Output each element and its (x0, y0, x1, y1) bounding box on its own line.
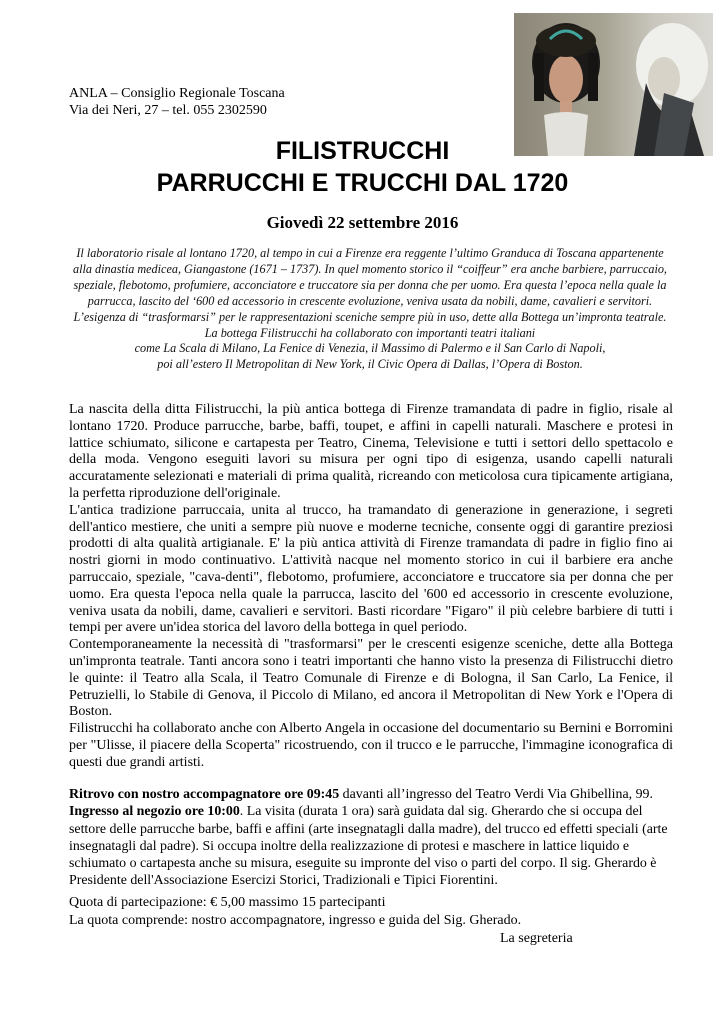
entry-info (69, 803, 673, 889)
organization-header (69, 85, 285, 119)
fee-info (69, 894, 673, 929)
entry-time: Ingresso al negozio ore 10:00 (69, 804, 240, 820)
entry-description: . La visita (durata 1 ora) sarà guidata dal sig. Gherardo che si occupa del settore delle parrucche barbe, baffi e affini (arte insegnatagli dalla madre), del trucco ed effetti speciali (arte insegnatagli dal padre). Si occupa inoltre della realizzazione di protesi e maschere in lattice liquido e schiumato o cartapesta anche su misura, eseguite su impronte del viso o parti del corpo. Il sig. Gherardo è Presidente dell'Associazione Esercizi Storici, Tradizionali e Tipici Fiorentini. (69, 804, 668, 889)
body-paragraph: La nascita della ditta Filistrucchi, la più antica bottega di Firenze tramandata di padre in figlio, risale al lontano 1720. Produce parrucche, barbe, baffi, toupet, e affini in capelli naturali. Maschere e protesi in lattice schiumato, silicone e cartapesta per Teatro, Cinema, Televisione e tutti i settori dello spettacolo e della moda. Vengono eseguiti lavori su misura per ogni tipo di esigenza, usando capelli naturali accuratamente selezionati e materiali di prima qualità, ricreando con meticolosa cura tipicamente artigiana, la perfetta riproduzione dell'originale. (69, 402, 673, 501)
intro-paragraph: poi all’estero Il Metropolitan di New York, il Civic Opera di Dallas, l’Opera di Boston. (157, 357, 583, 372)
meeting-info (69, 786, 673, 803)
visit-details (69, 786, 673, 890)
wig-busts-photo (514, 13, 713, 156)
intro-paragraph: Il laboratorio risale al lontano 1720, al tempo in cui a Firenze era reggente l’ultimo Granduca di Toscana appartenente alla dinastia medicea, Giangastone (1671 – 1737). In quel momento storico il “coiffeur” era anche barbiere, parruccaio, speziale, flebotomo, profumiere, acconciatore e truccatore sia per donna che per uomo. Era questa l’epoca nella quale la parrucca, lascito del ‘600 ed accessorio in crescente evoluzione, veniva usata da nobili, dame, cavalieri e servitori. (73, 246, 667, 308)
intro-paragraph: L’esigenza di “trasformarsi” per le rappresentazioni sceniche sempre più in uso, dette alla Bottega un’impronta teatrale. La bottega Filistrucchi ha collaborato con importanti teatri italiani (73, 309, 667, 340)
fee-amount: Quota di partecipazione: € 5,00 massimo 15 partecipanti (69, 895, 386, 910)
page-subtitle: PARRUCCHI E TRUCCHI DAL 1720 (156, 169, 569, 197)
body-paragraph: Filistrucchi ha collaborato anche con Alberto Angela in occasione del documentario su Bernini e Borromini per "Ulisse, il piacere della Scoperta" ricostruendo, con il trucco e le parrucche, l'immagine iconografica di questi due grandi artisti. (69, 721, 673, 770)
main-text (69, 402, 673, 772)
intro-text (70, 246, 670, 373)
intro-paragraph: come La Scala di Milano, La Fenice di Venezia, il Massimo di Palermo e il San Carlo di Napoli, (134, 341, 606, 356)
fee-includes: La quota comprende: nostro accompagnatore, ingresso e guida del Sig. Gherado. (69, 912, 522, 928)
org-name: ANLA – Consiglio Regionale Toscana (69, 86, 285, 101)
org-address: Via dei Neri, 27 – tel. 055 2302590 (69, 103, 267, 118)
page-title: FILISTRUCCHI (275, 137, 450, 165)
meeting-place: davanti all’ingresso del Teatro Verdi Via Ghibellina, 99. (339, 787, 653, 802)
body-paragraph: Contemporaneamente la necessità di "trasformarsi" per le crescenti esigenze sceniche, dette alla Bottega un'impronta teatrale. Tanti ancora sono i teatri importanti che hanno visto la presenza di Filistrucchi dietro le quinte: il Teatro alla Scala, il Teatro Comunale di Firenze e di Bologna, il San Carlo, La Fenice, il Petruzielli, lo Stabile di Genova, il Piccolo di Milano, ed ancora il Metropolitan di New York e l'Opera di Boston. (69, 637, 673, 720)
event-date: Giovedì 22 settembre 2016 (266, 213, 459, 232)
signature: La segreteria (500, 931, 573, 946)
meeting-time: Ritrovo con nostro accompagnatore ore 09:45 (69, 787, 340, 802)
body-paragraph: L'antica tradizione parruccaia, unita al trucco, ha tramandato di generazione in generazione, i segreti dell'antico mestiere, che uniti a sempre più nuove e moderne tecniche, consente oggi di garantire preziosi prodotti di alta qualità artigianale. E' la più antica attività di Firenze tramandata di padre in figlio fino ai nostri giorni in modo continuativo. L'attività nacque nel momento storico in cui il barbiere era anche parruccaio, speziale, "cava-denti", flebotomo, profumiere, acconciatore e truccatore sia per donna che per uomo. Era questa l'epoca nella quale la parrucca, lascito del '600 ed accessorio in crescente evoluzione, veniva usata da nobili, dame, cavalieri e servitori. Basti ricordare "Figaro" il più celebre barbiere di tutti i tempi per avere un'idea storica del lavoro della bottega in quel periodo. (69, 502, 673, 636)
